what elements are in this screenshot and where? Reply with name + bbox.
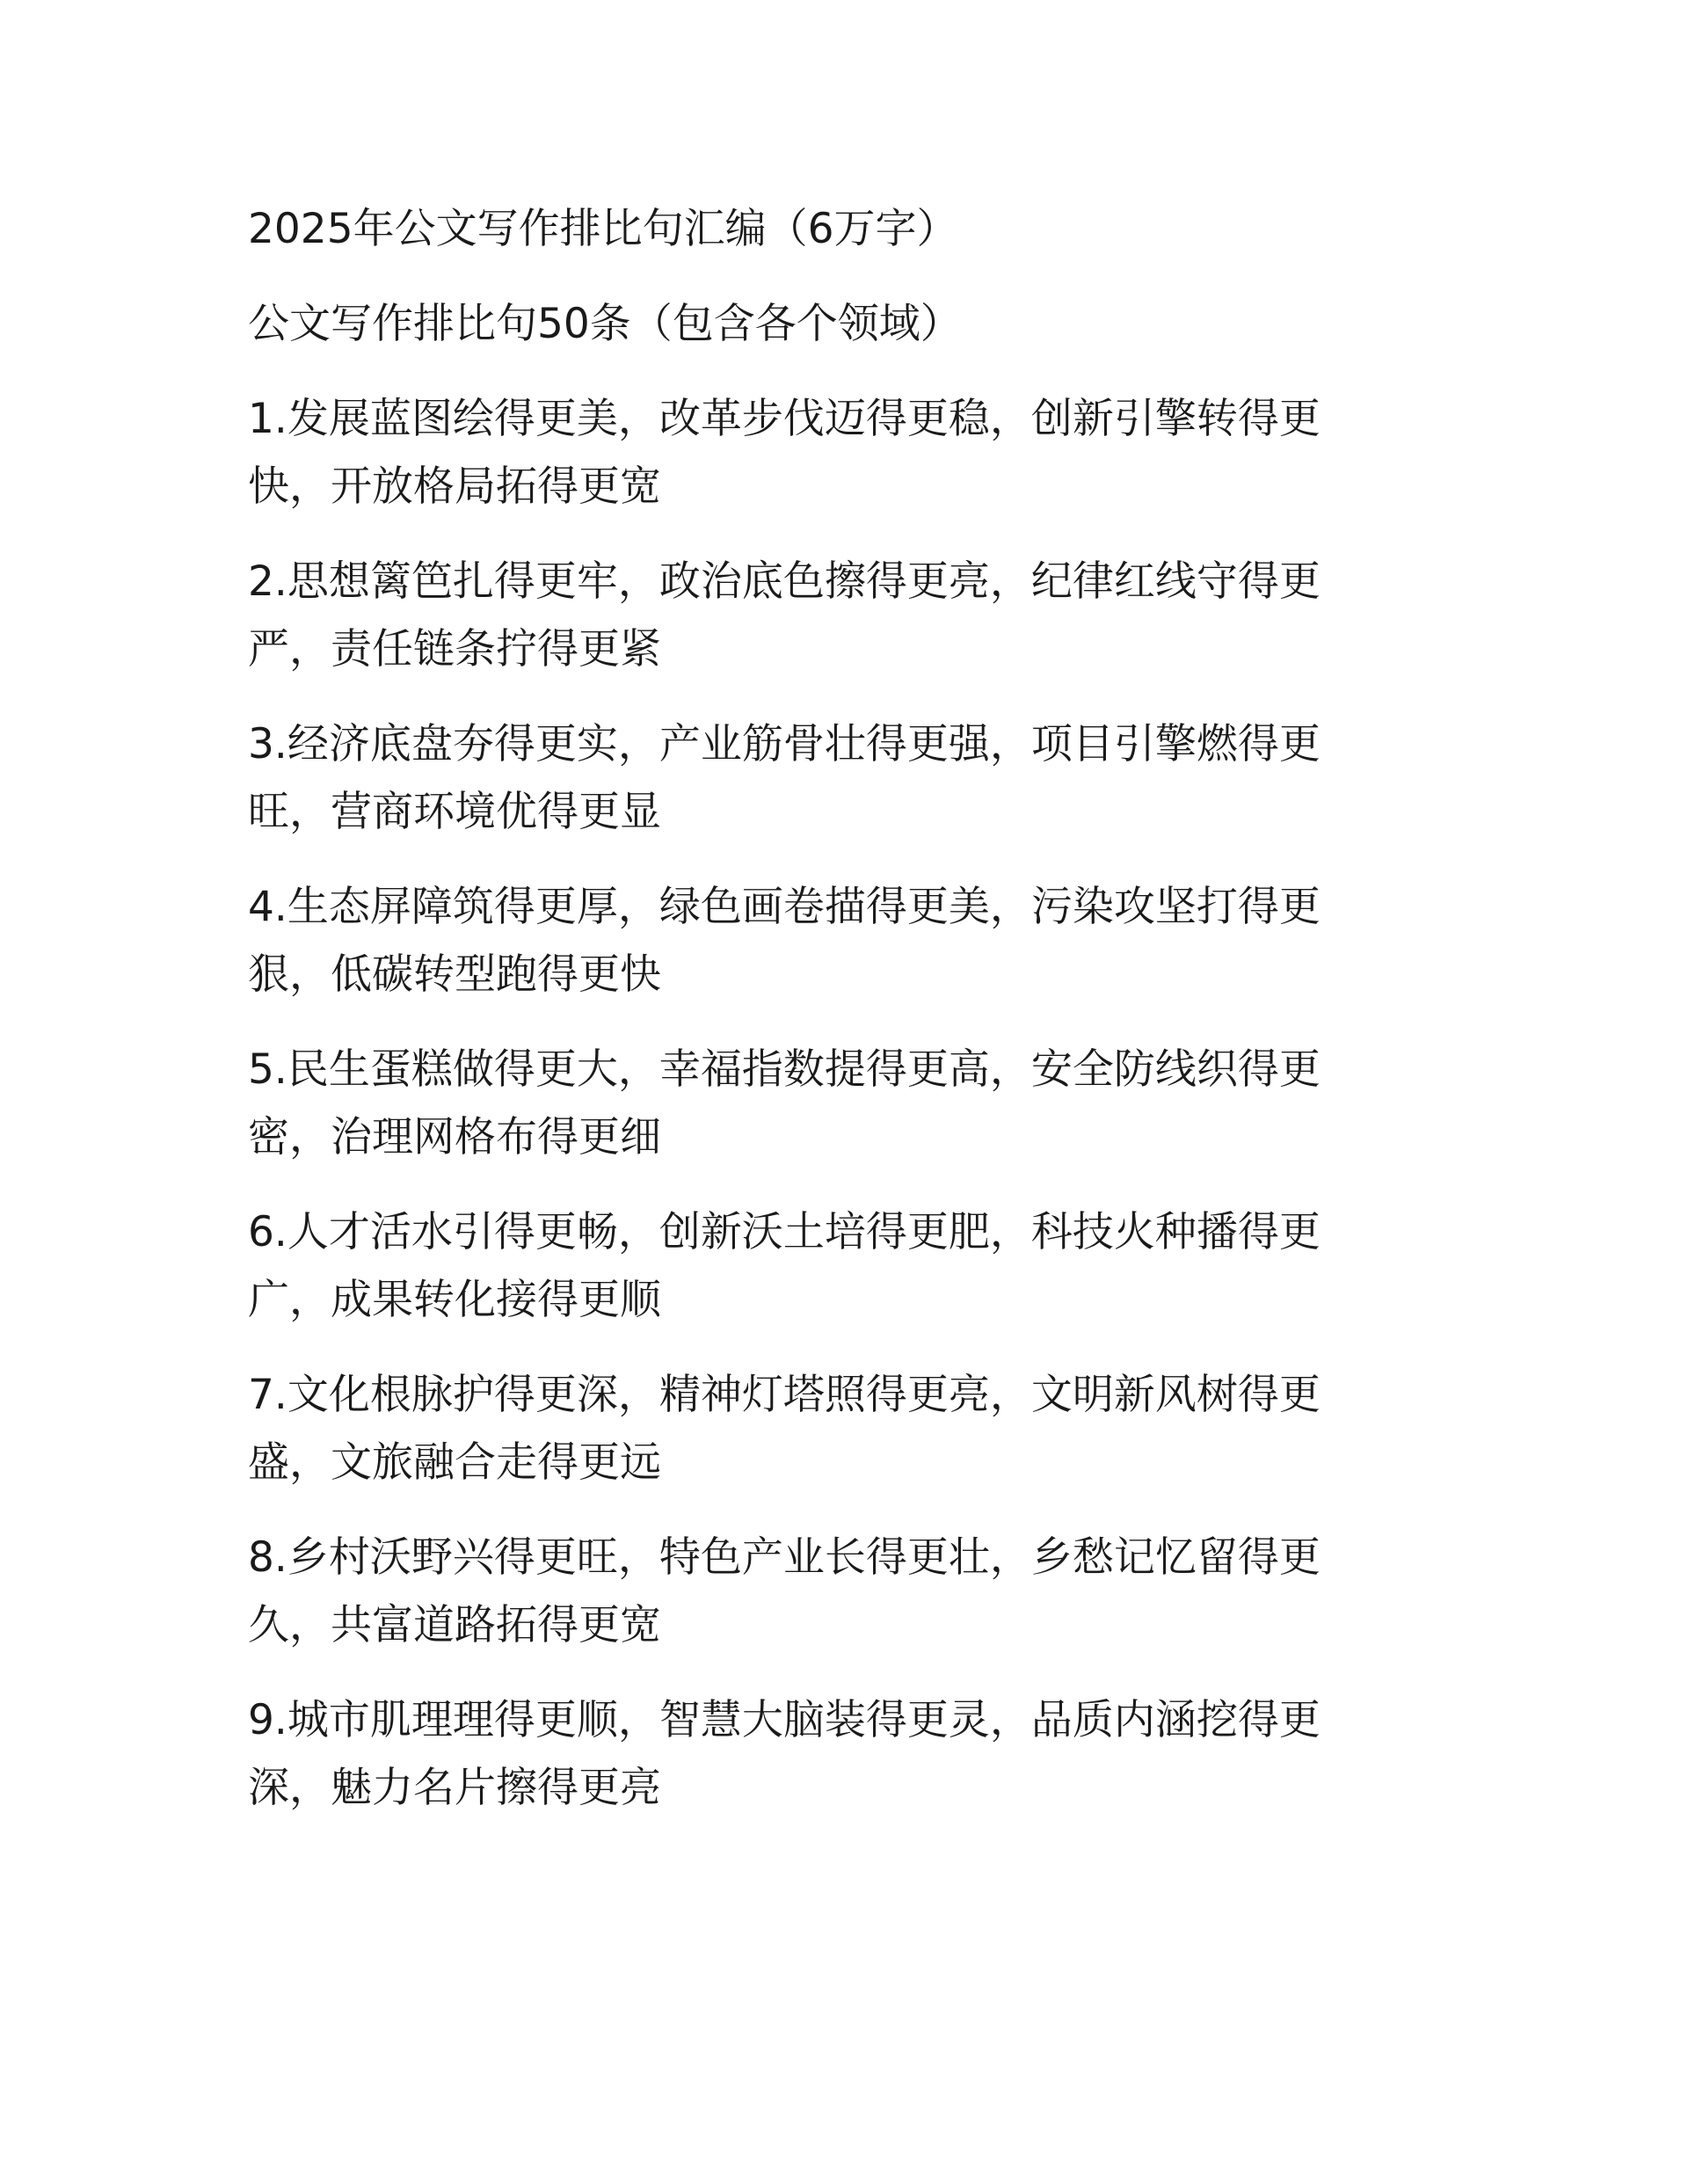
- list-item: [248, 1198, 1408, 1334]
- list-item: [248, 1036, 1408, 1171]
- list-item: [248, 1686, 1408, 1822]
- list-item-line: 狠，低碳转型跑得更快: [248, 950, 661, 999]
- list-item-line: 7.文化根脉护得更深，精神灯塔照得更亮，文明新风树得更: [248, 1371, 1321, 1419]
- list-item-line: 深，魅力名片擦得更亮: [248, 1764, 661, 1812]
- document-page: [248, 195, 1408, 1849]
- list-item-line: 5.民生蛋糕做得更大，幸福指数提得更高，安全防线织得更: [248, 1045, 1321, 1094]
- list-item-line: 密，治理网格布得更细: [248, 1113, 661, 1161]
- list-item: [248, 385, 1408, 521]
- list-item-line: 快，开放格局拓得更宽: [248, 462, 661, 511]
- list-item-line: 4.生态屏障筑得更厚，绿色画卷描得更美，污染攻坚打得更: [248, 883, 1321, 931]
- list-item-line: 6.人才活水引得更畅，创新沃土培得更肥，科技火种播得更: [248, 1208, 1321, 1256]
- list-item: [248, 548, 1408, 683]
- list-item-line: 3.经济底盘夯得更实，产业筋骨壮得更强，项目引擎燃得更: [248, 720, 1321, 768]
- list-item-line: 久，共富道路拓得更宽: [248, 1601, 661, 1649]
- list-item-line: 1.发展蓝图绘得更美，改革步伐迈得更稳，创新引擎转得更: [248, 395, 1321, 443]
- list-item-line: 盛，文旅融合走得更远: [248, 1438, 661, 1487]
- list-item: [248, 710, 1408, 846]
- list-item-line: 广，成果转化接得更顺: [248, 1276, 661, 1324]
- list-item-line: 9.城市肌理理得更顺，智慧大脑装得更灵，品质内涵挖得更: [248, 1696, 1321, 1744]
- list-item-line: 8.乡村沃野兴得更旺，特色产业长得更壮，乡愁记忆留得更: [248, 1533, 1321, 1582]
- list-item-line: 2.思想篱笆扎得更牢，政治底色擦得更亮，纪律红线守得更: [248, 557, 1321, 606]
- list-item: [248, 1361, 1408, 1496]
- document-subtitle: 公文写作排比句50条（包含各个领域）: [248, 300, 962, 348]
- list-item: [248, 873, 1408, 1008]
- list-item: [248, 1524, 1408, 1659]
- document-title: 2025年公文写作排比句汇编（6万字）: [248, 205, 958, 253]
- list-item-line: 严，责任链条拧得更紧: [248, 625, 661, 673]
- list-item-line: 旺，营商环境优得更显: [248, 788, 661, 836]
